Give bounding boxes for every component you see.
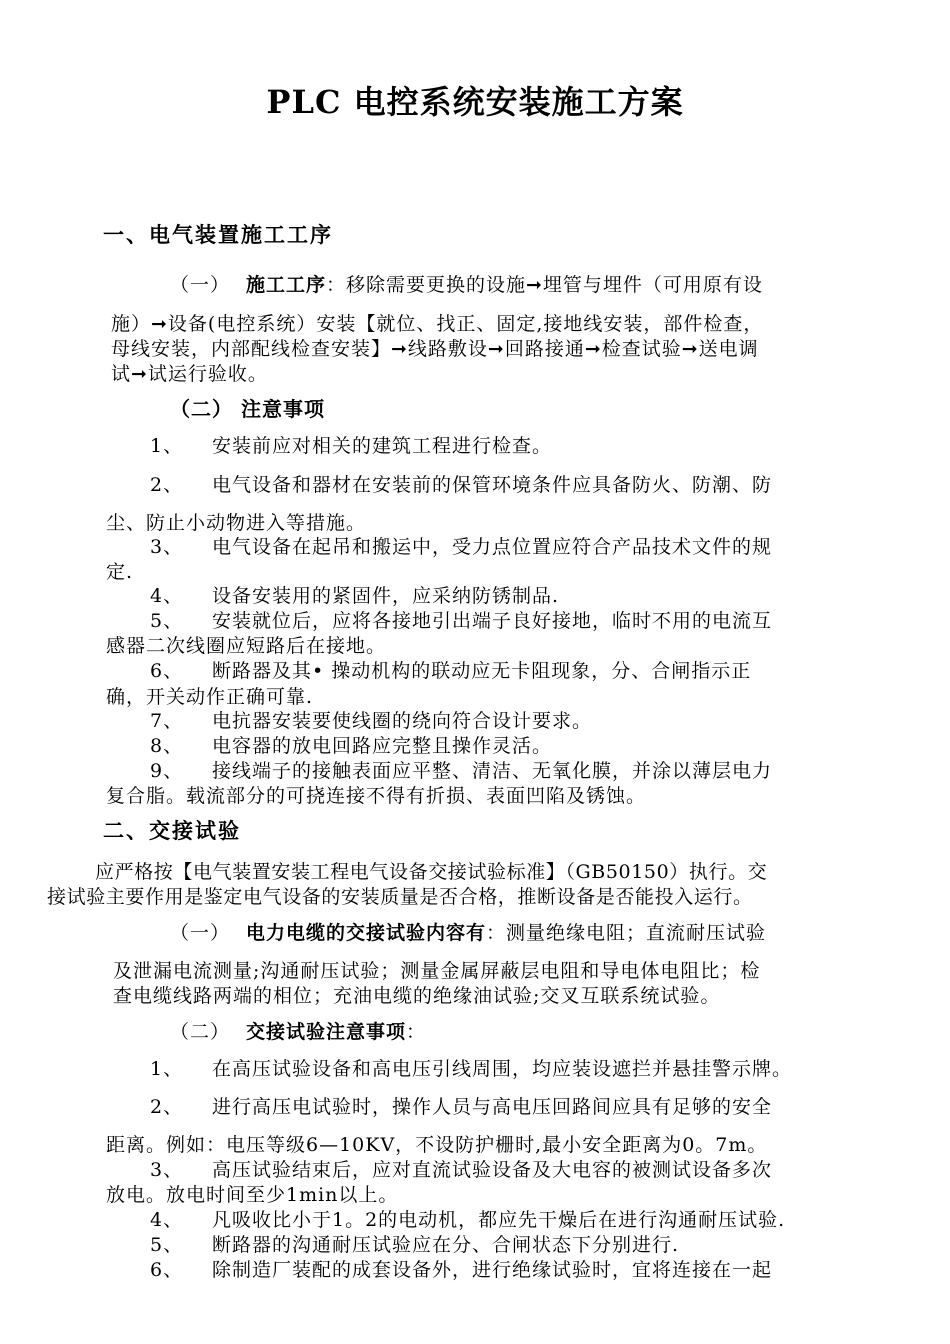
list-item-continuation: 感器二次线圈应短路后在接地。 [106,635,387,657]
sub-item-text: ：测量绝缘电阻；直流耐压试验 [486,922,767,944]
list-item [150,658,751,684]
paragraph-line: 施）➞设备(电控系统）安装【就位、找正、固定,接地线安装，部件检查， [111,313,764,335]
sub-item-colon: ： [406,1021,427,1043]
paragraph-line: 查电缆线路两端的相位；充油电缆的绝缘油试验;交叉互联系统试验。 [113,985,721,1007]
list-item-number: 5、 [150,610,184,632]
list-item [150,708,592,734]
sub-item-label: 电力电缆的交接试验内容有 [246,922,487,944]
list-item-number: 1、 [150,435,184,457]
list-item-text: 安装前应对相关的建筑工程进行检查。 [212,435,553,457]
paragraph-line: 接试验主要作用是鉴定电气设备的安装质量是否合格，推断设备是否能投入运行。 [47,886,753,908]
list-item-number: 2、 [150,474,184,496]
list-item-number: 6、 [150,660,184,682]
paragraph-line: 应严格按【电气装置安装工程电气设备交接试验标准】（GB50150）执行。交 [95,861,768,883]
sub-item-construction-process-line1 [170,272,763,298]
list-item-continuation: 复合脂。载流部分的可挠连接不得有折损、表面凹陷及锈蚀。 [106,785,647,807]
list-item [150,1207,785,1233]
list-item-text: 除制造厂装配的成套设备外，进行绝缘试验时，宜将连接在一起 [212,1259,773,1281]
list-item [150,1157,772,1183]
sub-item-test-notes [170,1019,426,1045]
list-item-number: 1、 [150,1058,184,1080]
section-heading-handover-test: 二、交接试验 [103,818,241,843]
list-item-text: 接线端子的接触表面应平整、清洁、无氧化膜，并涂以薄层电力 [212,760,773,782]
list-item-number: 4、 [150,585,184,607]
list-item-text: 进行高压电试验时，操作人员与高电压回路间应具有足够的安全 [212,1096,773,1118]
list-item-text: 电气设备和器材在安装前的保管环境条件应具备防火、防潮、防 [212,474,773,496]
list-item-text: 凡吸收比小于1。2的电动机，都应先干燥后在进行沟通耐压试验. [212,1209,786,1231]
paragraph-line: 母线安装，内部配线检查安装】➞线路敷设➞回路接通➞检查试验➞送电调 [111,338,759,360]
list-item-text: 电气设备在起吊和搬运中，受力点位置应符合产品技术文件的规 [212,536,773,558]
list-item-text: 电容器的放电回路应完整且操作灵活。 [212,735,553,757]
list-item-continuation: 放电。放电时间至少1min以上。 [106,1184,399,1206]
list-item-number: 4、 [150,1209,184,1231]
list-item [150,534,772,560]
list-item [150,758,772,784]
list-item-number: 6、 [150,1259,184,1281]
sub-item-label: 交接试验注意事项 [246,1021,407,1043]
list-item-number: 3、 [150,1159,184,1181]
list-item [150,433,552,459]
list-item-number: 3、 [150,536,184,558]
list-item-number: 9、 [150,760,184,782]
list-item-text: 高压试验结束后，应对直流试验设备及大电容的被测试设备多次 [212,1159,773,1181]
list-item [150,1094,772,1120]
list-item [150,608,772,634]
list-item-continuation: 确，开关动作正确可靠. [106,686,314,708]
sub-item-marker: （一） [170,274,231,296]
sub-item-cable-tests [170,920,766,946]
document-title: PLC 电控系统安装施工方案 [266,83,684,121]
sub-heading-notes: （二） 注意事项 [170,397,325,421]
sub-item-text: ：移除需要更换的设施➞埋管与埋件（可用原有设 [326,274,763,296]
list-item-text: 设备安装用的紧固件，应采纳防锈制品. [212,585,560,607]
list-item [150,1232,679,1258]
list-item-continuation: 距离。例如：电压等级6—10KV，不设防护栅时,最小安全距离为0。7m。 [106,1134,768,1156]
list-item-text: 电抗器安装要使线圈的绕向符合设计要求。 [212,710,593,732]
sub-item-label: 施工工序 [246,274,327,296]
list-item-continuation: 尘、防止小动物进入等措施。 [106,512,367,534]
sub-item-marker: （二） [170,1021,231,1043]
sub-item-marker: （一） [170,922,231,944]
paragraph-line: 试➞试运行验收。 [111,363,268,385]
list-item-number: 2、 [150,1096,184,1118]
list-item-number: 7、 [150,710,184,732]
list-item-text: 断路器的沟通耐压试验应在分、合闸状态下分别进行. [212,1234,680,1256]
list-item-number: 8、 [150,735,184,757]
list-item [150,472,772,498]
list-item [150,1257,772,1283]
paragraph-line: 及泄漏电流测量;沟通耐压试验；测量金属屏蔽层电阻和导电体电阻比；检 [113,960,761,982]
section-heading-construction-process: 一、电气装置施工工序 [103,222,333,247]
list-item-number: 5、 [150,1234,184,1256]
list-item [150,733,552,759]
list-item-text: 安装就位后，应将各接地引出端子良好接地，临时不用的电流互 [212,610,773,632]
list-item [150,1056,792,1082]
list-item [150,583,559,609]
list-item-text: 在高压试验设备和高电压引线周围，均应装设遮拦并悬挂警示牌。 [212,1058,793,1080]
list-item-continuation: 定. [106,561,134,583]
list-item-text: 断路器及其• 操动机构的联动应无卡阻现象，分、合闸指示正 [212,660,752,682]
